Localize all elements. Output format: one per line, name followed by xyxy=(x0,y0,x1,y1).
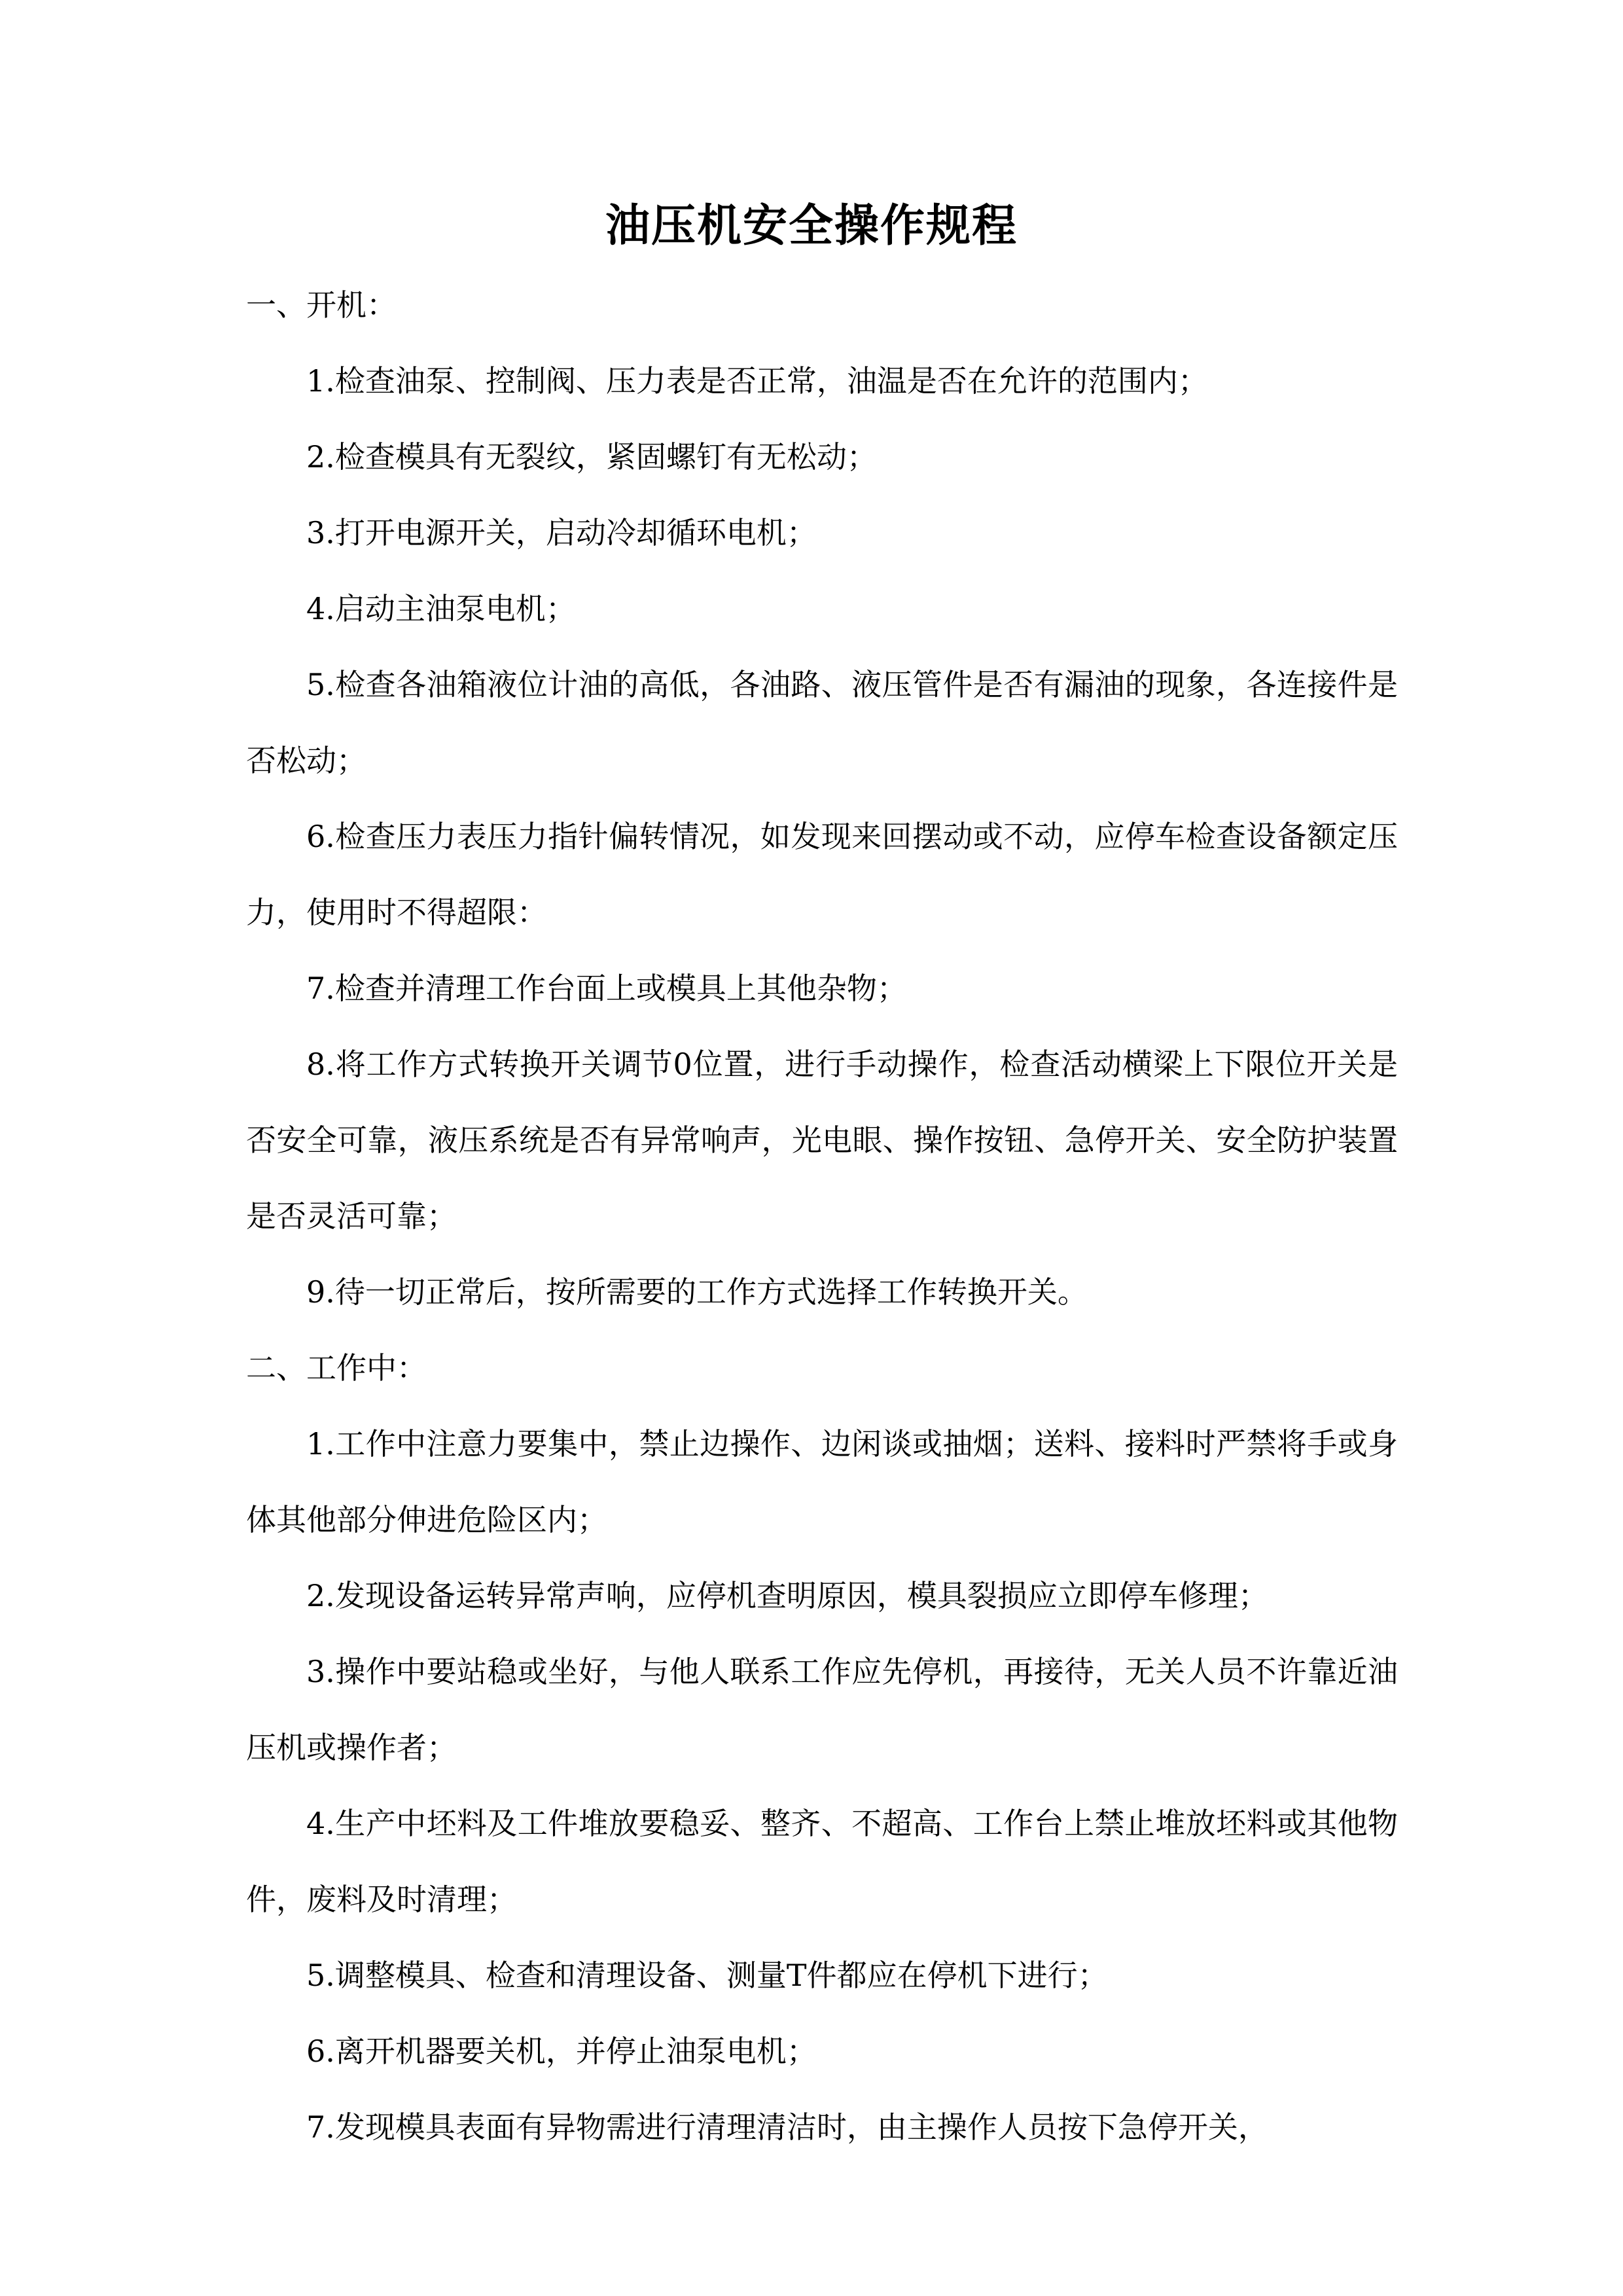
list-item: 6.离开机器要关机，并停止油泵电机； xyxy=(306,2034,817,2069)
list-item: 6.检查压力表压力指针偏转情况，如发现来回摆动或不动，应停车检查设备额定压力，使用时不得超限： xyxy=(246,819,1398,930)
section-heading-during-work: 二、工作中： xyxy=(246,1350,427,1386)
document-body xyxy=(246,267,1398,2165)
list-item: 7.发现模具表面有异物需进行清理清洁时，由主操作人员按下急停开关， xyxy=(306,2109,1268,2145)
list-item: 4.生产中坯料及工件堆放要稳妥、整齐、不超高、工作台上禁止堆放坯料或其他物件，废料及时清理； xyxy=(246,1806,1398,1917)
list-item: 3.操作中要站稳或坐好，与他人联系工作应先停机，再接待，无关人员不许靠近油压机或操作者； xyxy=(246,1654,1398,1765)
list-item: 2.检查模具有无裂纹，紧固螺钉有无松动； xyxy=(306,439,877,475)
list-item: 8.将工作方式转换开关调节0位置，进行手动操作，检查活动横梁上下限位开关是否安全可靠，液压系统是否有异常响声，光电眼、操作按钮、急停开关、安全防护装置是否灵活可靠； xyxy=(246,1047,1398,1234)
list-item: 5.检查各油箱液位计油的高低，各油路、液压管件是否有漏油的现象，各连接件是否松动； xyxy=(246,667,1398,778)
document-title: 油压机安全操作规程 xyxy=(605,200,1018,252)
section-heading-startup: 一、开机： xyxy=(246,287,397,323)
list-item: 5.调整模具、检查和清理设备、测量T件都应在停机下进行； xyxy=(306,1958,1108,1993)
list-item: 7.检查并清理工作台面上或模具上其他杂物； xyxy=(306,971,907,1006)
list-item: 2.发现设备运转异常声响，应停机查明原因，模具裂损应立即停车修理； xyxy=(306,1578,1268,1613)
list-item: 9.待一切正常后，按所需要的工作方式选择工作转换开关。 xyxy=(306,1274,1088,1310)
list-item: 1.检查油泵、控制阀、压力表是否正常，油温是否在允许的范围内； xyxy=(306,363,1208,399)
list-item: 1.工作中注意力要集中，禁止边操作、边闲谈或抽烟；送料、接料时严禁将手或身体其他部分伸进危险区内； xyxy=(246,1426,1398,1537)
list-item: 3.打开电源开关，启动冷却循环电机； xyxy=(306,515,817,550)
list-item: 4.启动主油泵电机； xyxy=(306,591,576,626)
